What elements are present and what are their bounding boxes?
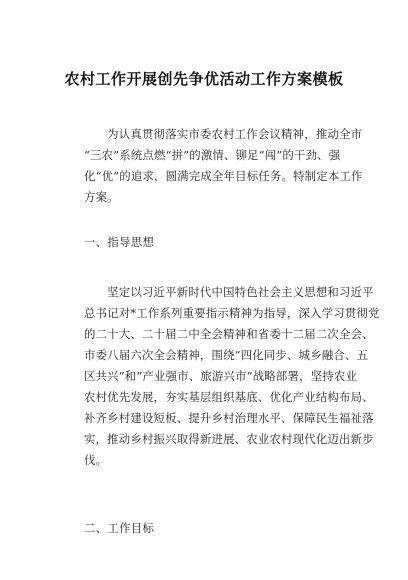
document-title: 农村工作开展创先争优活动工作方案模板: [64, 70, 344, 88]
section-heading-guiding-ideology: 一、指导思想: [84, 235, 155, 249]
paragraph-line: 伐。: [84, 453, 108, 467]
guiding-ideology-paragraph: [84, 282, 380, 471]
paragraph-line: 实，推动乡村振兴取得新进展、农业农村现代化迈出新步: [84, 432, 374, 446]
paragraph-line: 方案。: [84, 190, 119, 204]
paragraph-line: 为认真贯彻落实市委农村工作会议精神，推动全市: [84, 127, 363, 141]
paragraph-line: 化“优”的追求，圆满完成全年目标任务。特制定本工作: [84, 169, 363, 183]
paragraph-line: 农村优先发展，夯实基层组织基底、优化产业结构布局、: [84, 390, 374, 404]
section-heading-work-goals: 二、工作目标: [84, 521, 155, 535]
paragraph-line: “三农”系统点燃“拼”的激情、铆足“闯”的干劲、强: [84, 148, 341, 162]
paragraph-line: 市委八届六次全会精神，围绕“四化同步、城乡融合、五: [84, 348, 369, 362]
paragraph-line: 的二十大、二十届二中全会精神和省委十二届二次全会、: [84, 327, 374, 341]
paragraph-line: 坚定以习近平新时代中国特色社会主义思想和习近平: [84, 285, 374, 299]
paragraph-line: 总书记对*工作系列重要指示精神为指导，深入学习贯彻党: [84, 306, 380, 320]
paragraph-line: 补齐乡村建设短板、提升乡村治理水平、保障民生福祉落: [84, 411, 374, 425]
paragraph-line: 区共兴”和“产业强市、旅游兴市”战略部署，坚持农业: [84, 369, 358, 383]
intro-paragraph: [84, 124, 363, 208]
